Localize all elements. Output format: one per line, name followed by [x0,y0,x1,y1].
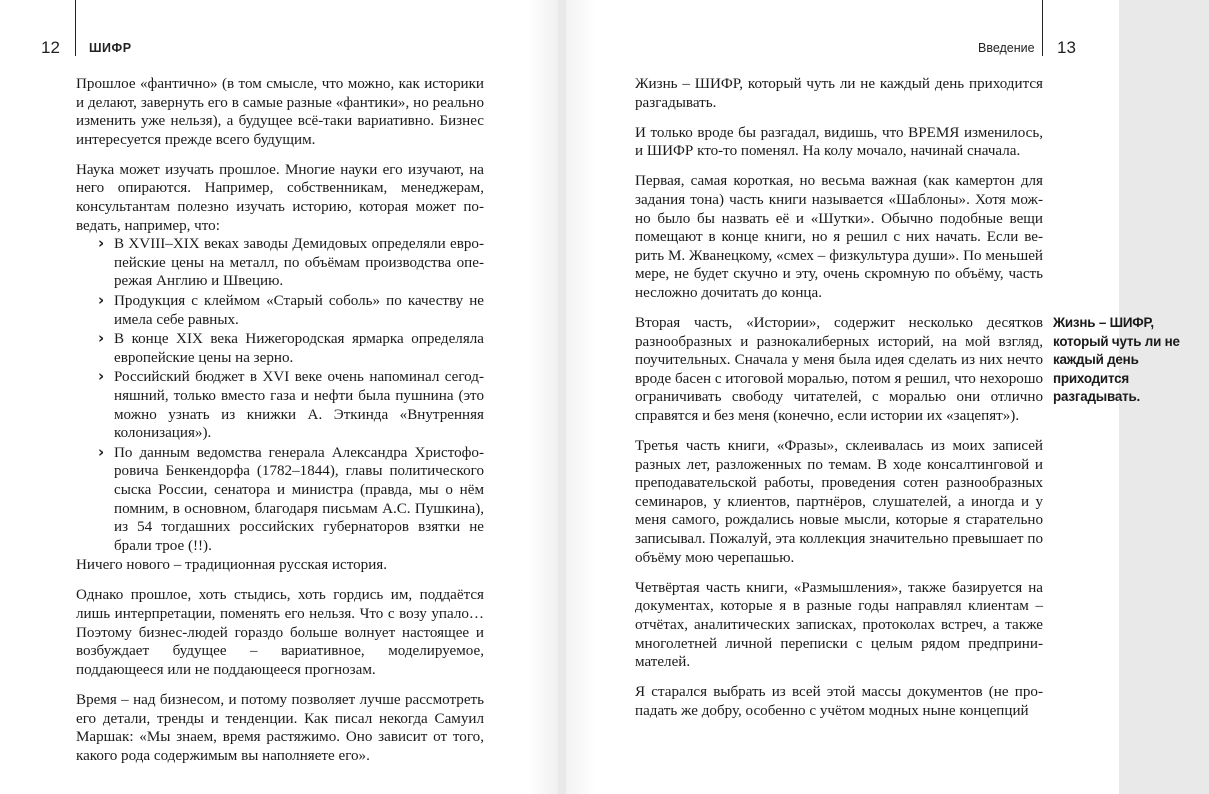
list-item: › Продукция с клеймом «Старый соболь» по качеству не имела себе равных. [114,292,484,329]
page-number: 13 [1057,38,1076,57]
list-item: › Российский бюджет в XVI веке очень напоминал сегодняшний, только вместо газа и нефти была пушнина (это можно узнать из книжки А. Эткинда «Внутренняя колонизация»). [114,368,484,442]
paragraph: Жизнь – ШИФР, который чуть ли не каждый день приходится разгадывать. [635,76,1043,111]
paragraph-with-pullquote [635,314,1209,426]
paragraph: Ничего нового – традиционная русская история. [76,557,387,574]
right-page [566,0,1180,794]
paragraph: Третья часть книги, «Фразы», склеивалась из моих записей разных лет, разложенных по темам. В ходе консалтинговой и преподавательской работы, проведения сотен разнообразных семинаров, у клиентов, партнёров, слушателей, а иногда и у меня самого, рождались новые мысли, которые я старательно записывал. Пожалуй, эта коллекция значительно превышает по объёму мою черепашью. [635,438,1043,566]
paragraph: Однако прошлое, хоть стыдись, хоть гордись им, поддаётся лишь интерпретации, поменять его нельзя. Что с возу упало… Поэтому бизнес-людей гораздо больше волнует настоящее и возбуждает будущее – вариативное, моделируемое, поддающееся или не поддающееся прогнозам. [76,587,484,678]
running-head: Введение [978,41,1035,55]
right-text-column [635,75,1180,732]
list-item: › В конце XIX века Нижегородская ярмарка определяла европейские цены на зерно. [114,330,484,367]
page-number: 12 [41,38,60,57]
bullet-list [76,235,484,555]
paragraph: Время – над бизнесом, и потому позволяет лучше рассмотреть его детали, тренды и тенденции. Как писал некогда Самуил Маршак: «Мы знаем, время растяжимо. Оно зависит от того, какого рода содержимым вы наполняете его». [76,691,484,764]
header-rule [75,0,76,56]
running-head: ШИФР [89,41,132,55]
paragraph: Первая, самая короткая, но весьма важная (как камертон для задания тона) часть книги называется «Шаблоны». Хотя можно было бы назвать её и «Шутки». Обычно подобные вещи помещают в конце книги, но я решил с них начать. Если верить М. Жванецкому, «смех – физкультура души». По меньшей мере, не будет скучно и эту, очень скромную по объёму, часть несложно дочитать до конца. [635,173,1043,301]
paragraph: Наука может изучать прошлое. Многие науки его изучают, на него опираются. Например, собственникам, менеджерам, консультантам полезно изучать историю, которая может поведать, например, что: [76,161,484,234]
left-page [0,0,558,794]
gutter-shadow [566,0,596,794]
list-item: › В XVIII–XIX веках заводы Демидовых определяли европейские цены на металл, по объёмам производства опережая Англию и Швецию. [114,235,484,291]
paragraph: Четвёртая часть книги, «Размышления», также базируется на документах, которые я в разные годы направлял клиентам – отчётах, аналитических записках, протоколах встреч, а также многолетней личной переписки с целым рядом предпринимателей. [635,579,1043,671]
paragraph: И только вроде бы разгадал, видишь, что ВРЕМЯ изменилось, и ШИФР кто-то поменял. На колу мочало, начинай сначала. [635,124,1043,160]
gutter-shadow [528,0,558,794]
paragraph: Вторая часть, «Истории», содержит несколько десятков разнообразных и разнокалиберных историй, на мой взгляд, поучительных. Сначала у меня была идея сделать из них нечто вроде басен с итоговой моралью, потом я решил, что нехорошо ограничивать свободу читателей, с моралью они отлично справятся и без меня (конечно, если истории их «зацепят»). [635,315,1043,424]
pull-quote: Жизнь – ШИФР, который чуть ли не каждый день приходится разгадывать. [1053,315,1180,405]
header-rule [1042,0,1043,56]
paragraph: Я старался выбрать из всей этой массы документов (не пропадать же добру, особенно с учётом модных ныне концепций [635,684,1043,719]
paragraph: Прошлое «фантично» (в том смысле, что можно, как историки и делают, завернуть его в самые разные «фантики», но реально изменить уже нельзя), а будущее всё-таки вариативно. Бизнес интересуется прежде всего будущим. [76,76,484,148]
list-item: › По данным ведомства генерала Александра Христофоровича Бенкендорфа (1782–1844), главы политического сыска России, сенатора и министра (правда, мы о нём помним, в основном, благодаря письмам А.С. Пушкина), из 54 тогдашних российских губернаторов взятки не брали трое (!!). [114,444,484,556]
left-text-column [76,75,484,777]
